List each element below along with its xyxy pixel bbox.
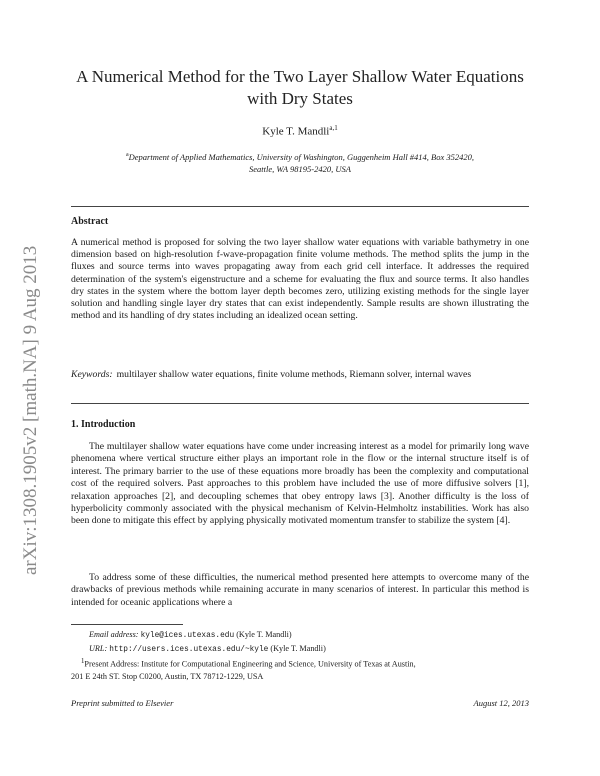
present-address-line-2: 201 E 24th ST. Stop C0200, Austin, TX 78712-1229, USA [71, 671, 264, 681]
present-address-line-1: Present Address: Institute for Computational Engineering and Science, University of Texas at Austin, [84, 659, 416, 669]
page-footer [71, 698, 529, 708]
url-label: URL: [89, 643, 108, 653]
footer-date: August 12, 2013 [473, 698, 529, 708]
url-link[interactable]: http://users.ices.utexas.edu/~kyle [109, 645, 269, 654]
email-owner: (Kyle T. Mandli) [236, 630, 292, 639]
footnote-url [71, 643, 529, 657]
author-marks: a,1 [329, 124, 338, 132]
affiliation-line-1: Department of Applied Mathematics, University of Washington, Guggenheim Hall #414, Box 352420, [128, 151, 475, 162]
abstract-bottom-rule [71, 403, 529, 404]
arxiv-stamp: arXiv:1308.1905v2 [math.NA] 9 Aug 2013 [20, 245, 41, 575]
abstract-text: A numerical method is proposed for solving the two layer shallow water equations with variable bathymetry in one dimension based on high-resolution f-wave-propagation finite volume methods. The method splits the jump in the fluxes and source terms into waves propagating away from each grid cell interface. It addresses the required determination of the system's eigenstructure and a scheme for evaluating the flux and source terms. It also handles dry states in the system where the bottom layer depth becomes zero, utilizing existing methods for the single layer solution and handling single layer dry states that can exist independently. Sample results are shown illustrating the method and its handling of dry states including an idealized ocean setting. [71, 237, 529, 322]
abstract-heading: Abstract [71, 216, 109, 227]
email-label: Email address: [89, 630, 139, 639]
footnote-rule [71, 624, 183, 625]
keywords-text: multilayer shallow water equations, finite volume methods, Riemann solver, internal waves [116, 369, 472, 380]
title-line-2: with Dry States [247, 89, 353, 108]
email-link[interactable]: kyle@ices.utexas.edu [140, 632, 235, 640]
intro-paragraph-2: To address some of these difficulties, the numerical method presented here attempts to overcome many of the drawbacks of previous methods while remaining accurate in many scenarios of interest. In particular this method is intended for oceanic applications where a [71, 572, 529, 608]
footnote-present-address [71, 656, 529, 670]
footer-left: Preprint submitted to Elsevier [71, 698, 174, 708]
author-line [70, 124, 530, 138]
affiliation [80, 149, 520, 175]
title-line-1: A Numerical Method for the Two Layer Shallow Water Equations [76, 67, 524, 86]
abstract-top-rule [71, 206, 529, 207]
paper-title [70, 66, 530, 110]
section-heading-introduction: 1. Introduction [71, 419, 136, 430]
intro-paragraph-1: The multilayer shallow water equations have come under increasing interest as a model for primarily long wave phenomena where vertical structure either plays an important role in the flow or the internal structure itself is of interest. The primary barrier to the use of these equations more broadly has been the complexity and computational cost of the required solvers. Past approaches to this problem have included the use of more diffusive solvers [1], relaxation approaches [2], and decoupling schemes that obey entropy laws [3]. Another difficulty is the loss of hyperbolicity commonly associated with the physical mechanism of Kelvin-Helmholtz instabilities. Work has also been done to mitigate this effect by applying physically motivated momentum transfer to stabilize the system [4]. [71, 441, 529, 527]
affiliation-mark: a [125, 152, 129, 158]
affiliation-line-2: Seattle, WA 98195-2420, USA [249, 163, 351, 174]
footnotes [71, 629, 529, 682]
author-name: Kyle T. Mandli [262, 125, 330, 138]
footnote-email [71, 629, 529, 643]
present-address-mark: 1 [81, 658, 85, 666]
url-owner: (Kyle T. Mandli) [270, 643, 326, 653]
keywords-label: Keywords: [71, 369, 113, 380]
keywords [71, 369, 529, 381]
